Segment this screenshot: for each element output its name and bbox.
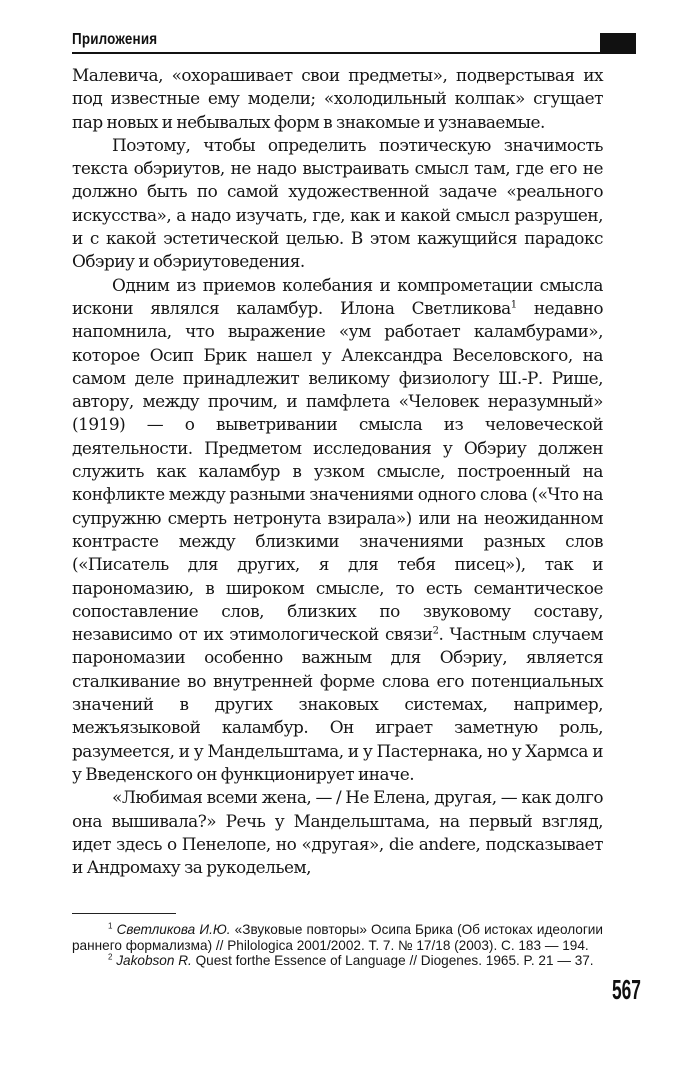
paragraph-1: Малевича, «охорашивает свои предметы», подверстывая их под известные ему модели; «холодильный колпак» сгущает пар новых и небывалых форм в знакомые и узнаваемые.: [72, 65, 603, 132]
footnote-1: [72, 922, 603, 953]
section-title: Приложения: [72, 31, 158, 48]
header-rule: [72, 52, 600, 54]
paragraph-3-text-c: . Частным случаем парономазии особенно важным для Обэриу, является сталкивание во внутренней форме слова его потенциальных значений в других знаковых системах, например, межъязыковой каламбур. Он играет заметную роль, разумеется, и у Мандельштама, и у Пастернака, но у Хармса и у Введенского он функционирует иначе.: [72, 624, 603, 784]
running-head: [72, 30, 636, 54]
footnote-2: [72, 953, 603, 969]
paragraph-2: Поэтому, чтобы определить поэтическую значимость текста обэриутов, не надо выстраивать смысл там, где его не должно быть по самой художественной задаче «реального искусства», а надо изучать, где, как и какой смысл разрушен, и с какой эстетической целью. В этом кажущийся парадокс Обэриу и обэриутоведения.: [72, 134, 603, 272]
footnote-2-author: Jakobson R.: [116, 953, 192, 969]
paragraph-4: «Любимая всеми жена, — / Не Елена, другая, — как долго она вышивала?» Речь у Мандельштама, на первый взгляд, идет здесь о Пенелопе, но «другая», die andere, подсказывает и Андромаху за рукодельем,: [72, 787, 603, 878]
footnotes: [72, 922, 603, 969]
footnote-mark-1: 1: [108, 921, 113, 931]
header-block-marker: [600, 33, 636, 54]
footnote-ref-1: 1: [510, 299, 517, 311]
footnote-rule: [72, 913, 176, 914]
main-text: [72, 64, 603, 879]
page-number: 567: [612, 974, 641, 1005]
paragraph-3-text-b: недавно напомнила, что выражение «ум работает каламбурами», которое Осип Брик нашел у Александра Веселовского, на самом деле принадлежит великому физиологу Ш.-Р. Рише, автору, между прочим, и памфлета «Человек неразумный» (1919) — о выветривании смысла из человеческой деятельности. Предметом исследования у Обэриу должен служить как каламбур в узком смысле, построенный на конфликте между разными значениями одного слова («Что на супружню смерть нетронута взирала») или на неожиданном контрасте между близкими значениями разных слов («Писатель для других, я для тебя писец»), так и парономазию, в широком смысле, то есть семантическое сопоставление слов, близких по звуковому составу, независимо от их этимологической связи: [72, 297, 603, 645]
footnote-ref-2: 2: [432, 625, 439, 637]
footnote-2-text: Quest forthe Essence of Language // Diogenes. 1965. P. 21 — 37.: [191, 953, 594, 969]
footnote-1-author: Светликова И.Ю.: [116, 922, 231, 937]
footnote-mark-2: 2: [108, 952, 113, 962]
footnote-1-text: «Звуковые повторы» Осипа Брика (Об истоках идеологии раннего формализма) // Philologica 2001/2002. Т. 7. № 17/18 (2003). С. 183 — 194.: [72, 922, 603, 953]
paragraph-3-text-a: Одним из приемов колебания и компрометации смысла искони являлся каламбур. Илона Светликова: [72, 274, 603, 318]
paragraph-3: [72, 274, 603, 787]
